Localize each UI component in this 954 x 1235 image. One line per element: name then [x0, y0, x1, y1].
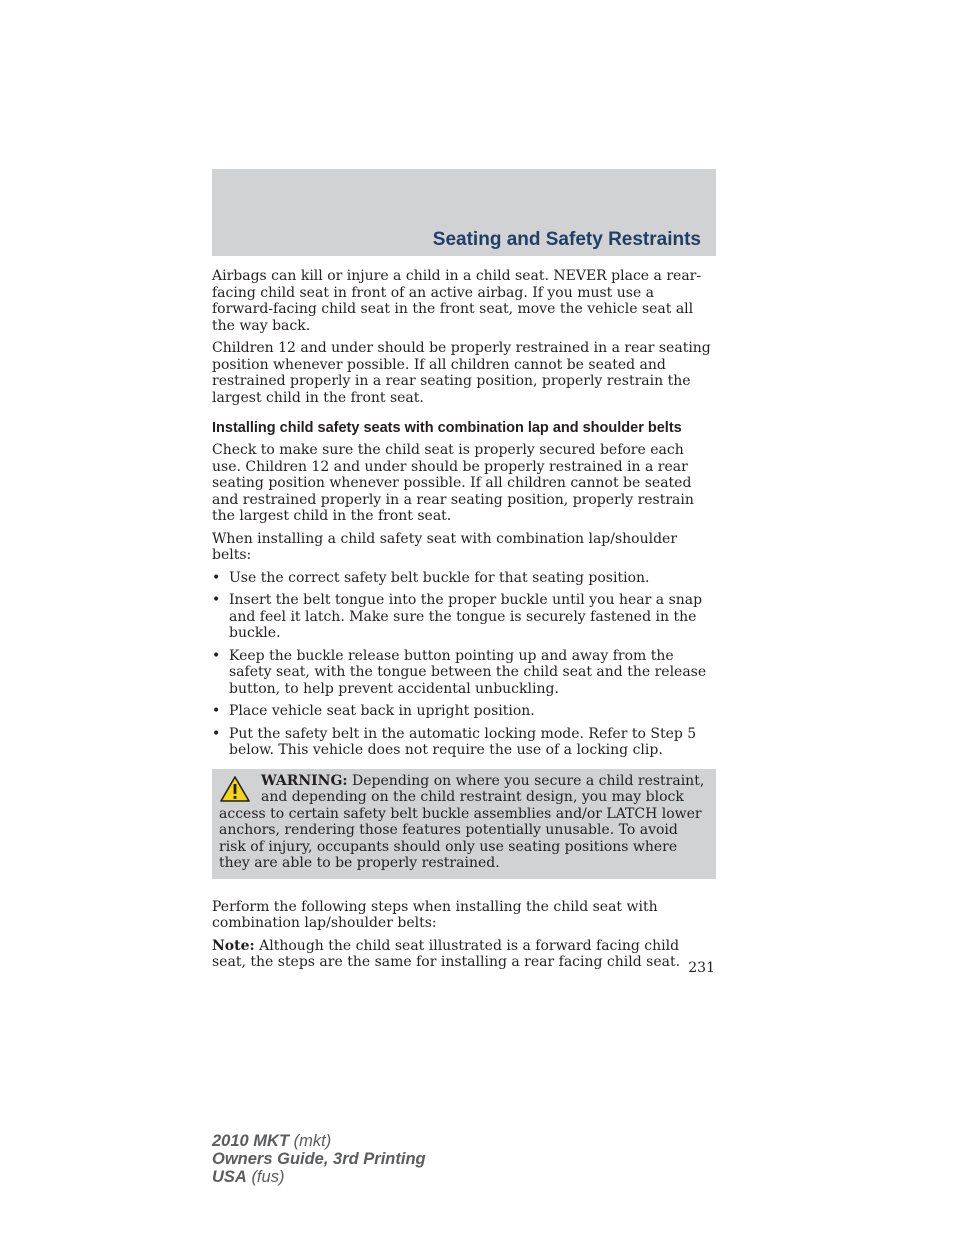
warning-box [212, 769, 716, 879]
footer-model-code: (mkt) [293, 1132, 332, 1150]
intro-paragraph: Airbags can kill or injure a child in a child seat. NEVER place a rear-facing child seat in front of an active airbag. If you must use a forward-facing child seat in the front seat, move the vehicle seat all the way back. [212, 268, 702, 334]
note-text: Although the child seat illustrated is a forward facing child seat, the steps are the same for installing a rear facing child seat. [212, 937, 681, 970]
list-item-text: Place vehicle seat back in upright position. [229, 703, 535, 719]
bullet-dot: • [212, 703, 221, 719]
list-item [212, 592, 716, 642]
footer [212, 1132, 426, 1186]
warning-triangle-icon [219, 775, 251, 803]
bullet-dot: • [212, 725, 221, 742]
closing-paragraph: Perform the following steps when installing the child seat with combination lap/shoulder belts: [212, 898, 658, 931]
footer-region-code: (fus) [251, 1168, 285, 1186]
list-item-text: Insert the belt tongue into the proper buckle until you hear a snap and feel it latch. Make sure the tongue is securely fastened in the buckle. [229, 592, 703, 641]
header-band [212, 169, 716, 256]
list-item [212, 703, 716, 720]
list-item-text: Put the safety belt in the automatic locking mode. Refer to Step 5 below. This vehicle does not require the use of a locking clip. [229, 725, 697, 758]
list-item-text: Keep the buckle release button pointing up and away from the safety seat, with the tongue between the child seat and the release button, to help prevent accidental unbuckling. [229, 647, 707, 697]
warning-label: WARNING: [261, 772, 348, 789]
page-content [212, 268, 716, 977]
bullet-list [212, 570, 716, 759]
list-item [212, 648, 716, 698]
body-paragraph: When installing a child safety seat with combination lap/shoulder belts: [212, 530, 678, 563]
bullet-dot: • [212, 592, 221, 608]
note-label: Note: [212, 937, 255, 954]
footer-line-region [212, 1168, 426, 1186]
bullet-dot: • [212, 569, 221, 586]
list-item-text: Use the correct safety belt buckle for that seating position. [229, 569, 650, 586]
footer-region: USA [212, 1168, 247, 1186]
list-item [212, 726, 716, 759]
intro-paragraph: Children 12 and under should be properly restrained in a rear seating position whenever possible. If all children cannot be seated and restrained properly in a rear seating position, properly restrain the largest child in the front seat. [212, 340, 711, 406]
footer-model: 2010 MKT [212, 1132, 290, 1150]
footer-line-guide: Owners Guide, 3rd Printing [212, 1150, 426, 1168]
bullet-dot: • [212, 647, 221, 664]
warning-text: Depending on where you secure a child restraint, and depending on the child restraint design, you may block access to certain safety belt buckle assemblies and/or LATCH lower anchors, rendering those features potentially unusable. To avoid risk of injury, occupants should only use seating positions where they are able to be properly restrained. [219, 772, 705, 871]
body-paragraph: Check to make sure the child seat is properly secured before each use. Children 12 and under should be properly restrained in a rear seating position whenever possible. If all children cannot be seated and restrained properly in a rear seating position, properly restrain the largest child in the front seat. [212, 442, 694, 524]
footer-line-model [212, 1132, 426, 1150]
list-item [212, 570, 716, 587]
page-number: 231 [688, 960, 715, 976]
section-title: Seating and Safety Restraints [432, 229, 701, 250]
subheading: Installing child safety seats with combination lap and shoulder belts [212, 420, 682, 436]
